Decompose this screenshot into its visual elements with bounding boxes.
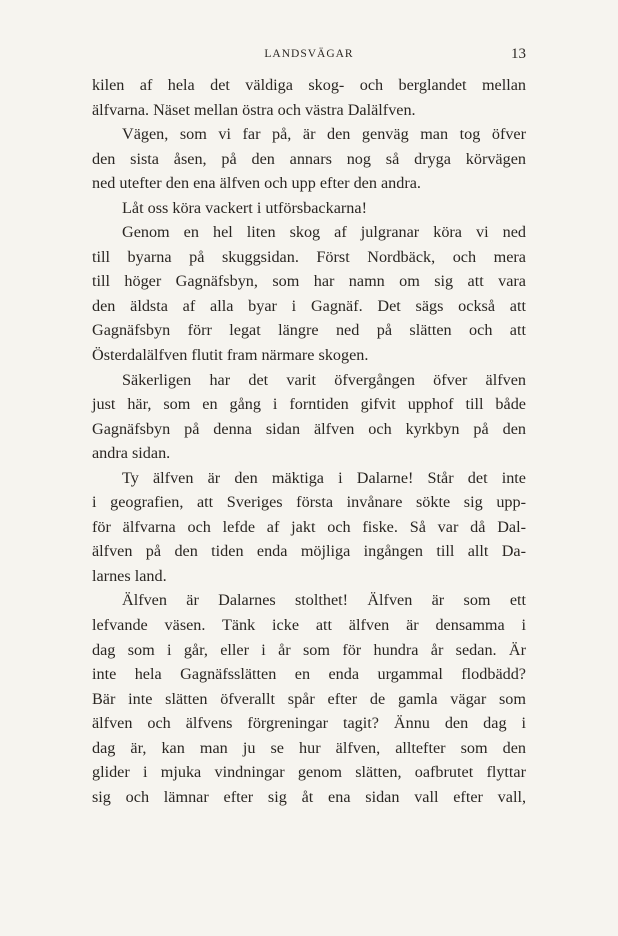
text-line: Säkerligen har det varit öfvergången öfver älfven: [122, 370, 526, 389]
page-number: 13: [511, 46, 526, 62]
text-line: Gagnäfsbyn på denna sidan älfven och kyrkbyn på den: [92, 419, 526, 438]
text-line: älfven och älfvens förgreningar tagit? Ännu den dag i: [92, 714, 526, 733]
text-line: till byarna på skuggsidan. Först Nordbäck, och mera: [92, 247, 526, 266]
text-line: Genom en hel liten skog af julgranar köra vi ned: [122, 223, 526, 242]
text-line: Bär inte slätten öfverallt spår efter de gamla vägar som: [92, 689, 526, 708]
running-head: [92, 46, 526, 66]
text-line: inte hela Gagnäfsslätten en enda urgammal flodbädd?: [92, 665, 526, 684]
text-line: sig och lämnar efter sig åt ena sidan vall efter vall,: [92, 787, 526, 806]
text-line: Gagnäfsbyn förr legat längre ned på slätten och att: [92, 321, 526, 340]
text-line: andra sidan.: [92, 444, 171, 463]
text-line: just här, som en gång i forntiden gifvit upphof till både: [92, 395, 526, 414]
text-line: Vägen, som vi far på, är den genväg man tog öfver: [122, 125, 526, 144]
text-line: älfvarna. Näset mellan östra och västra Dalälfven.: [92, 100, 416, 119]
text-line: den äldsta af alla byar i Gagnäf. Det sägs också att: [92, 296, 526, 315]
text-line: Ty älfven är den mäktiga i Dalarne! Står det inte: [122, 468, 526, 487]
text-line: dag som i går, eller i år som för hundra år sedan. Är: [92, 640, 526, 659]
text-line: dag är, kan man ju se hur älfven, alltefter som den: [92, 738, 526, 757]
text-line: lefvande väsen. Tänk icke att älfven är densamma i: [92, 616, 526, 635]
text-line: till höger Gagnäfsbyn, som har namn om sig att vara: [92, 272, 526, 291]
running-title: LANDSVÄGAR: [264, 48, 354, 60]
text-line: älfven på den tiden enda möjliga ingången till allt Da-: [92, 542, 526, 561]
text-line: den sista åsen, på den annars nog så dryga körvägen: [92, 149, 526, 168]
text-line: larnes land.: [92, 566, 167, 585]
text-line: glider i mjuka vindningar genom slätten, oafbrutet flyttar: [92, 763, 526, 782]
text-line: kilen af hela det väldiga skog- och berglandet mellan: [92, 76, 526, 94]
text-line: Österdalälfven flutit fram närmare skogen.: [92, 346, 369, 365]
text-line: Älfven är Dalarnes stolthet! Älfven är som ett: [122, 591, 526, 610]
body-text: [92, 73, 526, 809]
text-line: för älfvarna och lefde af jakt och fiske. Så var då Dal-: [92, 517, 526, 536]
text-line: Låt oss köra vackert i utförsbackarna!: [122, 198, 367, 217]
text-line: ned utefter den ena älfven och upp efter den andra.: [92, 174, 421, 193]
text-line: i geografien, att Sveriges första invånare sökte sig upp-: [92, 493, 526, 512]
